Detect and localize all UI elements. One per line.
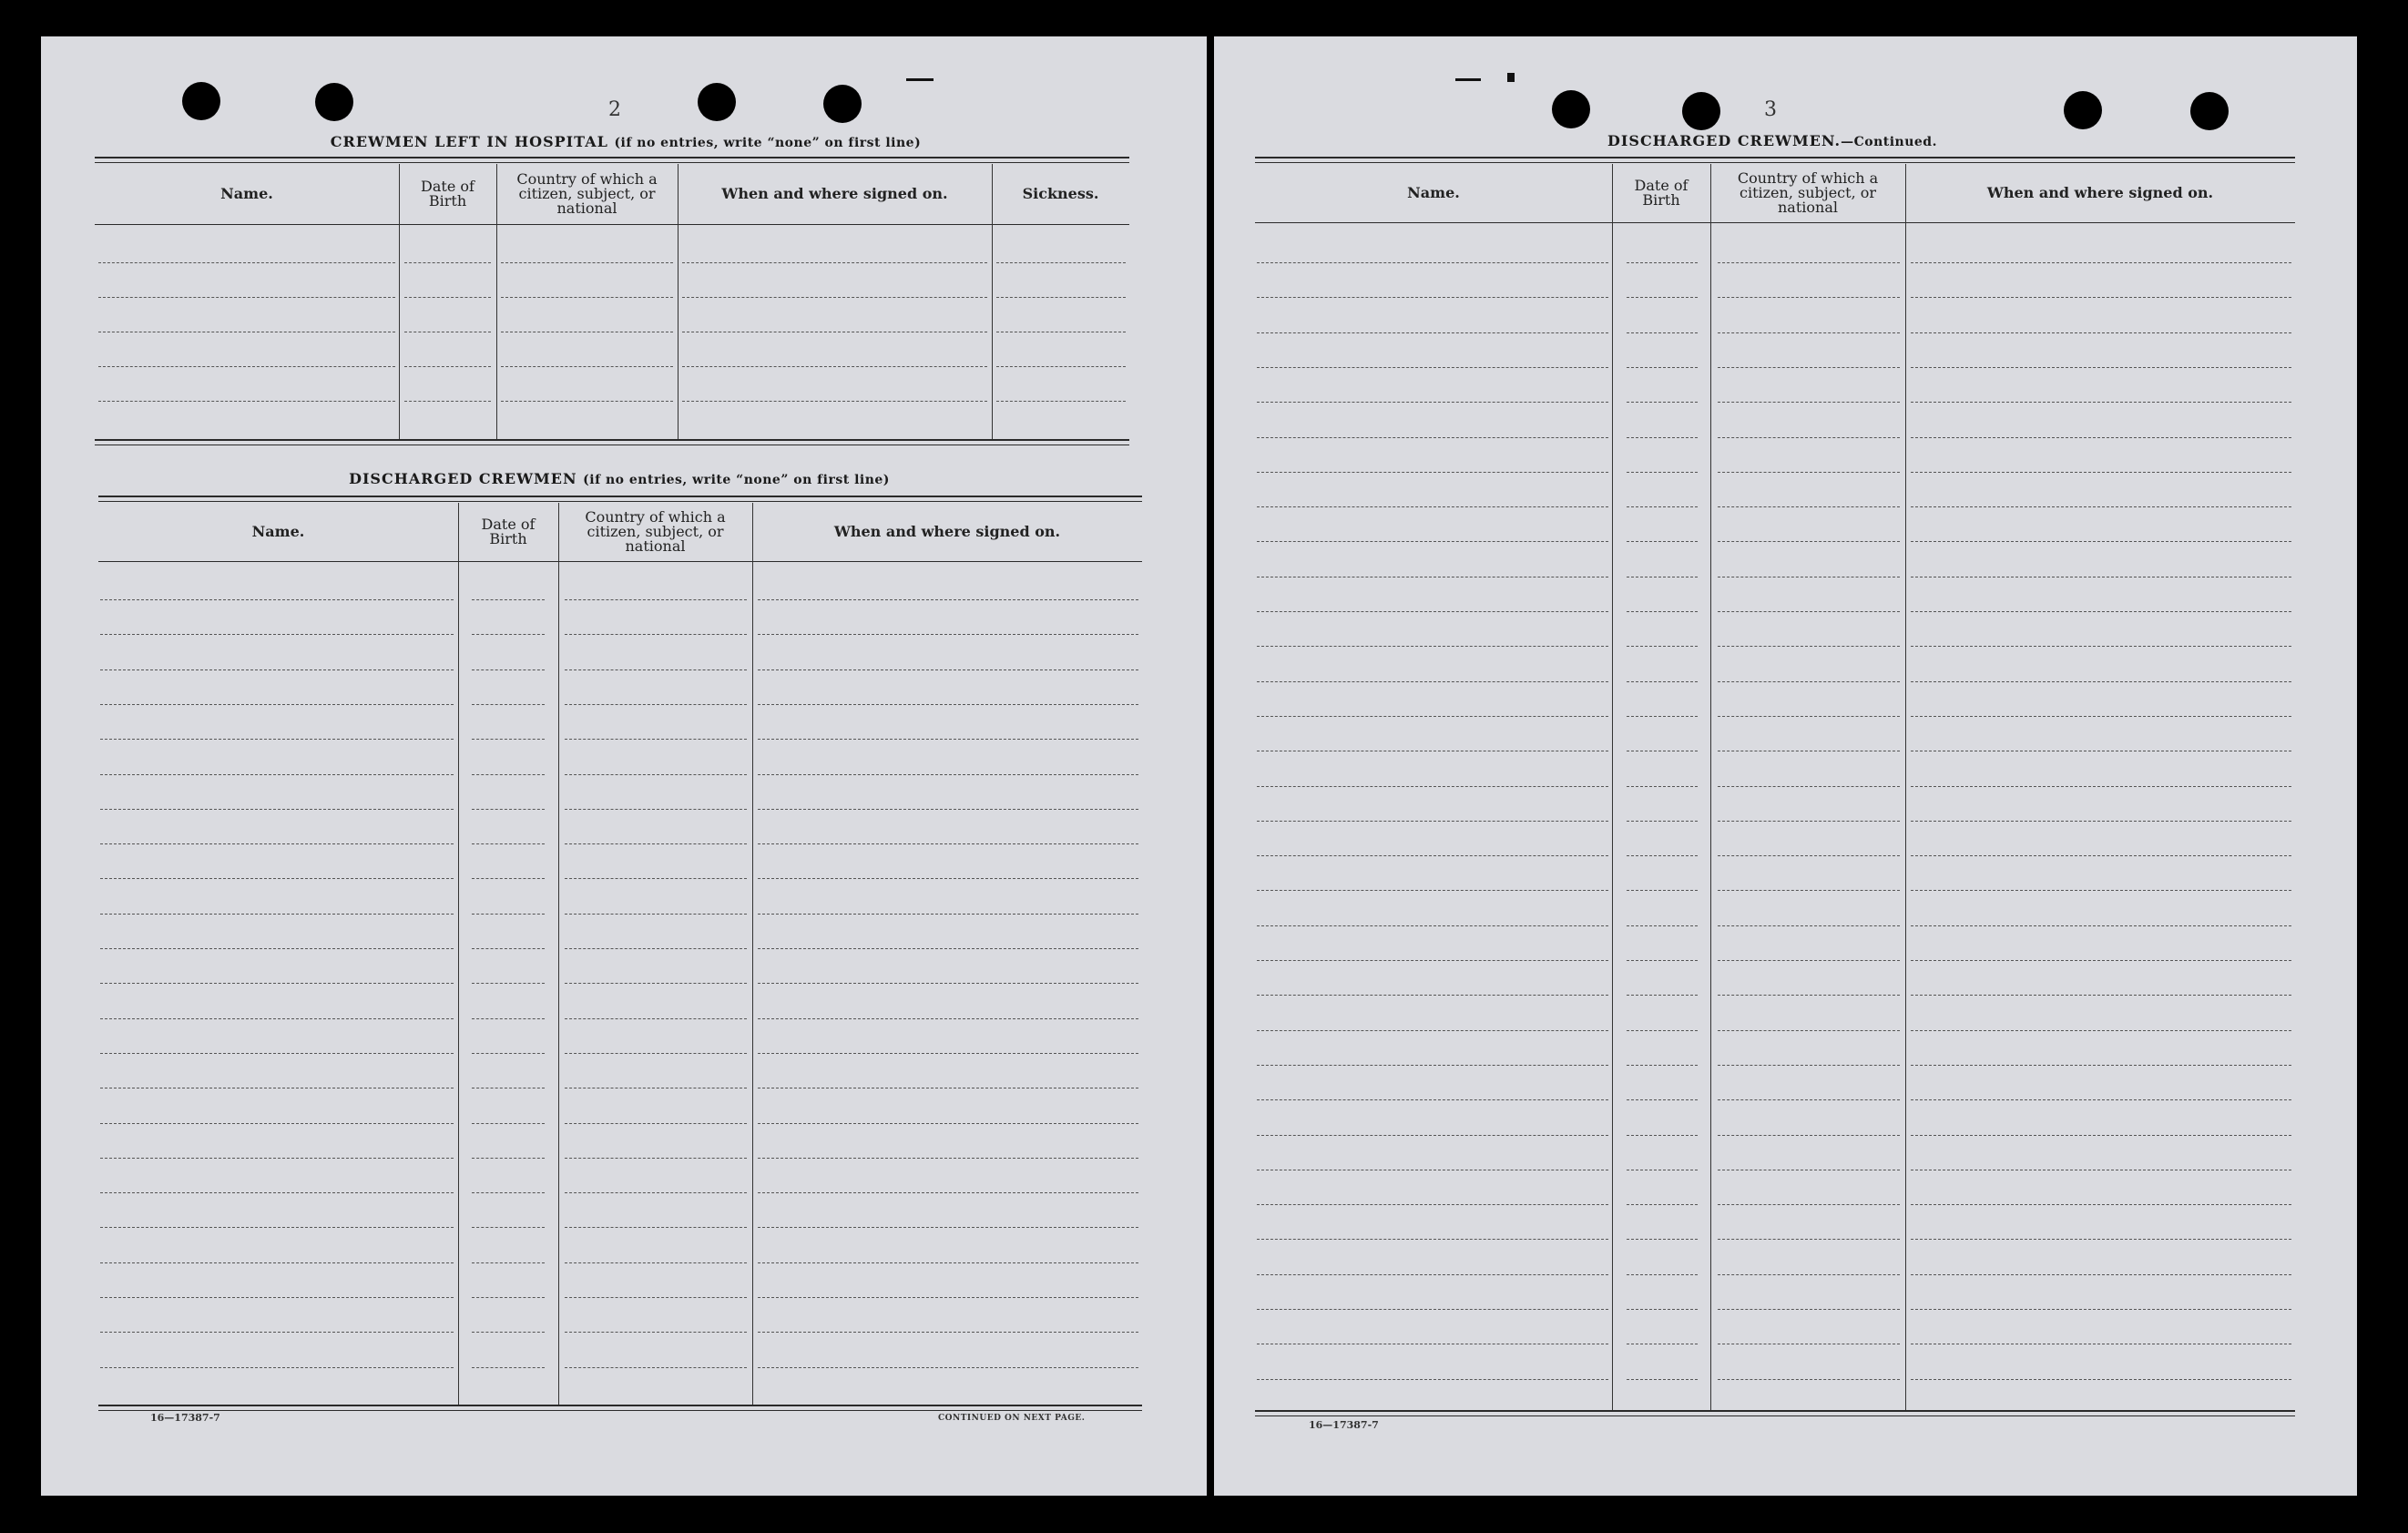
entry-line (758, 774, 1138, 775)
entry-line (100, 878, 454, 879)
entry-line (100, 843, 454, 844)
entry-line (100, 1158, 454, 1159)
entry-line (1257, 646, 1608, 647)
entry-line (1718, 541, 1900, 542)
entry-line (100, 704, 454, 705)
entry-line (1911, 541, 2291, 542)
entry-line (758, 1367, 1138, 1368)
entry-line (1627, 1309, 1698, 1310)
entry-line (1627, 1379, 1698, 1380)
col-header-country: Country of which a citizen, subject, or national (516, 170, 658, 217)
entry-line (404, 366, 491, 367)
entry-line (1718, 262, 1900, 263)
entry-line (1911, 297, 2291, 298)
col-header-country: Country of which a citizen, subject, or national (1737, 169, 1879, 216)
entry-line (1257, 1239, 1608, 1240)
entry-line (472, 1053, 545, 1054)
entry-line (1718, 1274, 1900, 1275)
entry-line (1911, 890, 2291, 891)
entry-line (1627, 1099, 1698, 1100)
col-header-date-of-birth: Date of Birth (481, 516, 536, 547)
entry-line (1718, 925, 1900, 926)
entry-line (100, 1297, 454, 1298)
entry-line (472, 1332, 545, 1333)
hospital-title-text: CREWMEN LEFT IN HOSPITAL (330, 133, 608, 150)
entry-line (472, 774, 545, 775)
entry-line (758, 599, 1138, 600)
discharged-continued-title (1607, 132, 1937, 149)
entry-line (98, 297, 395, 298)
entry-line (1257, 541, 1608, 542)
discharged-table-left (98, 496, 1142, 1410)
entry-line (682, 297, 987, 298)
entry-line (1911, 1065, 2291, 1066)
punch-hole (698, 83, 736, 121)
entry-line (758, 1158, 1138, 1159)
entry-line (1257, 506, 1608, 507)
entry-line (1911, 786, 2291, 787)
entry-line (1911, 1204, 2291, 1205)
col-header-date-of-birth: Date of Birth (1634, 177, 1689, 209)
entry-line (1718, 1379, 1900, 1380)
punch-hole (1682, 92, 1720, 130)
col-header-date-of-birth: Date of Birth (421, 178, 474, 210)
entry-line (472, 1227, 545, 1228)
entry-line (1257, 821, 1608, 822)
entry-line (758, 878, 1138, 879)
entry-line (1718, 332, 1900, 333)
entry-line (100, 1227, 454, 1228)
entry-line (758, 809, 1138, 810)
entry-line (758, 669, 1138, 670)
entry-line (758, 948, 1138, 949)
entry-line (501, 366, 673, 367)
entry-line (1718, 1204, 1900, 1205)
entry-line (565, 704, 747, 705)
hospital-table (95, 157, 1129, 445)
entry-line (565, 669, 747, 670)
entry-line (1911, 1135, 2291, 1136)
entry-line (1911, 995, 2291, 996)
entry-line (1718, 995, 1900, 996)
entry-line (1911, 472, 2291, 473)
entry-line (472, 1158, 545, 1159)
entry-line (1257, 1274, 1608, 1275)
entry-line (1257, 716, 1608, 717)
entry-line (1627, 611, 1698, 612)
punch-hole (823, 85, 862, 123)
discharged-title-text: DISCHARGED CREWMEN (349, 470, 577, 487)
speck (906, 78, 934, 81)
entry-line (1257, 611, 1608, 612)
entry-line (472, 599, 545, 600)
entry-line (1911, 1274, 2291, 1275)
col-header-country: Country of which a citizen, subject, or national (585, 508, 726, 555)
continued-suffix: —Continued. (1841, 135, 1937, 149)
entry-line (565, 1158, 747, 1159)
entry-line (1627, 1204, 1698, 1205)
entry-line (501, 297, 673, 298)
entry-line (758, 1297, 1138, 1298)
entry-line (404, 401, 491, 402)
entry-line (1257, 402, 1608, 403)
entry-line (1911, 716, 2291, 717)
entry-line (1257, 1309, 1608, 1310)
entry-line (501, 401, 673, 402)
entry-line (565, 774, 747, 775)
entry-line (1257, 1065, 1608, 1066)
entry-line (472, 809, 545, 810)
entry-line (472, 948, 545, 949)
entry-line (100, 1332, 454, 1333)
entry-line (100, 1262, 454, 1263)
entry-line (1627, 646, 1698, 647)
entry-line (996, 366, 1126, 367)
entry-line (472, 1297, 545, 1298)
discharged-table-right (1255, 157, 2295, 1415)
entry-line (1911, 821, 2291, 822)
entry-line (1911, 855, 2291, 856)
punch-hole (2064, 91, 2102, 129)
entry-line (472, 983, 545, 984)
entry-line (758, 1192, 1138, 1193)
entry-line (565, 843, 747, 844)
entry-line (1911, 1099, 2291, 1100)
entry-line (1911, 506, 2291, 507)
entry-line (1911, 437, 2291, 438)
entry-line (1718, 890, 1900, 891)
entry-line (682, 366, 987, 367)
entry-line (1257, 890, 1608, 891)
discharged-title-note: (if no entries, write “none” on first line) (583, 473, 890, 487)
entry-line (1257, 855, 1608, 856)
entry-line (1627, 681, 1698, 682)
speck (1455, 78, 1481, 81)
col-header-name: Name. (1407, 184, 1460, 201)
entry-line (682, 401, 987, 402)
entry-line (758, 739, 1138, 740)
entry-line (1627, 995, 1698, 996)
entry-line (1911, 646, 2291, 647)
entry-line (565, 1332, 747, 1333)
entry-line (100, 948, 454, 949)
entry-line (1718, 367, 1900, 368)
entry-line (100, 914, 454, 915)
entry-line (472, 914, 545, 915)
entry-line (1718, 297, 1900, 298)
entry-line (1627, 786, 1698, 787)
entry-line (1627, 506, 1698, 507)
entry-line (1627, 1065, 1698, 1066)
entry-line (1627, 855, 1698, 856)
entry-line (996, 262, 1126, 263)
entry-line (98, 262, 395, 263)
entry-line (565, 1367, 747, 1368)
entry-line (1257, 1135, 1608, 1136)
entry-line (758, 983, 1138, 984)
entry-line (472, 634, 545, 635)
entry-line (1257, 297, 1608, 298)
hospital-title-note: (if no entries, write “none” on first line) (614, 136, 922, 150)
entry-line (565, 1297, 747, 1298)
entry-line (404, 297, 491, 298)
entry-line (1718, 1099, 1900, 1100)
entry-line (758, 634, 1138, 635)
entry-line (472, 843, 545, 844)
entry-line (100, 669, 454, 670)
entry-line (1718, 855, 1900, 856)
entry-line (1257, 925, 1608, 926)
entry-line (100, 634, 454, 635)
entry-line (565, 1262, 747, 1263)
entry-line (565, 948, 747, 949)
entry-line (996, 297, 1126, 298)
entry-line (1718, 506, 1900, 507)
entry-line (1627, 716, 1698, 717)
entry-line (1911, 262, 2291, 263)
entry-line (565, 1018, 747, 1019)
entry-line (1718, 437, 1900, 438)
entry-line (472, 1367, 545, 1368)
entry-line (501, 262, 673, 263)
entry-line (1911, 367, 2291, 368)
discharged-continued-title-text: DISCHARGED CREWMEN. (1607, 132, 1842, 149)
entry-line (565, 809, 747, 810)
entry-line (98, 401, 395, 402)
col-header-signed-on: When and where signed on. (833, 523, 1061, 540)
entry-line (565, 878, 747, 879)
hospital-section-title (331, 133, 921, 150)
col-header-signed-on: When and where signed on. (721, 185, 948, 202)
form-number: 16—17387-7 (150, 1412, 220, 1424)
entry-line (1257, 1379, 1608, 1380)
entry-line (758, 1227, 1138, 1228)
entry-line (100, 1367, 454, 1368)
entry-line (758, 1018, 1138, 1019)
entry-line (1718, 611, 1900, 612)
entry-line (1627, 262, 1698, 263)
entry-line (100, 774, 454, 775)
speck (1507, 73, 1515, 82)
entry-line (100, 809, 454, 810)
entry-line (758, 1053, 1138, 1054)
entry-line (1627, 890, 1698, 891)
entry-line (100, 1192, 454, 1193)
entry-line (1257, 472, 1608, 473)
entry-line (472, 669, 545, 670)
entry-line (1911, 1030, 2291, 1031)
entry-line (472, 1192, 545, 1193)
entry-line (100, 599, 454, 600)
entry-line (1257, 1030, 1608, 1031)
entry-line (1257, 786, 1608, 787)
entry-line (565, 1192, 747, 1193)
entry-line (758, 1123, 1138, 1124)
entry-line (1627, 1135, 1698, 1136)
entry-line (1718, 681, 1900, 682)
entry-line (100, 983, 454, 984)
entry-line (1627, 367, 1698, 368)
entry-line (1627, 1030, 1698, 1031)
entry-line (758, 843, 1138, 844)
entry-line (1718, 646, 1900, 647)
entry-line (565, 983, 747, 984)
entry-line (1627, 297, 1698, 298)
entry-line (1911, 681, 2291, 682)
entry-line (758, 1262, 1138, 1263)
entry-line (758, 914, 1138, 915)
entry-line (100, 1018, 454, 1019)
entry-line (1718, 1135, 1900, 1136)
entry-line (1627, 541, 1698, 542)
entry-line (472, 704, 545, 705)
entry-line (565, 599, 747, 600)
entry-line (1911, 402, 2291, 403)
entry-line (1718, 786, 1900, 787)
entry-line (1257, 960, 1608, 961)
col-header-sickness: Sickness. (1022, 185, 1099, 202)
entry-line (1911, 960, 2291, 961)
entry-line (1257, 437, 1608, 438)
entry-line (1718, 960, 1900, 961)
entry-line (996, 401, 1126, 402)
punch-hole (315, 83, 353, 121)
entry-line (1257, 1204, 1608, 1205)
entry-line (472, 1262, 545, 1263)
entry-line (1718, 821, 1900, 822)
entry-line (1718, 1030, 1900, 1031)
entry-line (1627, 960, 1698, 961)
punch-hole (182, 82, 220, 120)
entry-line (565, 739, 747, 740)
entry-line (98, 366, 395, 367)
entry-line (1718, 1309, 1900, 1310)
entry-line (1257, 681, 1608, 682)
entry-line (1911, 332, 2291, 333)
entry-line (1257, 262, 1608, 263)
entry-line (1257, 1099, 1608, 1100)
entry-line (1627, 472, 1698, 473)
punch-hole (2190, 92, 2229, 130)
col-header-signed-on: When and where signed on. (1986, 184, 2214, 201)
entry-line (1911, 611, 2291, 612)
entry-line (1627, 1239, 1698, 1240)
entry-line (565, 1123, 747, 1124)
entry-line (1718, 472, 1900, 473)
entry-line (1257, 995, 1608, 996)
entry-line (682, 262, 987, 263)
entry-line (565, 1053, 747, 1054)
entry-line (1911, 1379, 2291, 1380)
entry-line (404, 262, 491, 263)
entry-line (1627, 1274, 1698, 1275)
entry-line (1257, 332, 1608, 333)
col-header-name: Name. (220, 185, 273, 202)
entry-line (472, 1018, 545, 1019)
page-number: 2 (608, 98, 621, 121)
entry-line (100, 739, 454, 740)
entry-line (1718, 1239, 1900, 1240)
entry-line (1627, 925, 1698, 926)
entry-line (1627, 402, 1698, 403)
entry-line (1718, 1065, 1900, 1066)
entry-line (565, 914, 747, 915)
entry-line (565, 1227, 747, 1228)
entry-line (472, 1123, 545, 1124)
continued-note: CONTINUED ON NEXT PAGE. (938, 1414, 1086, 1423)
entry-line (758, 704, 1138, 705)
page-number: 3 (1764, 98, 1777, 121)
entry-line (1718, 402, 1900, 403)
col-header-name: Name. (251, 523, 305, 540)
entry-line (565, 634, 747, 635)
entry-line (758, 1332, 1138, 1333)
entry-line (1911, 1309, 2291, 1310)
discharged-section-title (349, 470, 890, 487)
entry-line (472, 739, 545, 740)
entry-line (100, 1123, 454, 1124)
entry-line (1257, 367, 1608, 368)
punch-hole (1552, 90, 1590, 128)
entry-line (1718, 716, 1900, 717)
entry-line (1911, 925, 2291, 926)
entry-line (1627, 332, 1698, 333)
entry-line (472, 878, 545, 879)
entry-line (1911, 1239, 2291, 1240)
entry-line (1627, 821, 1698, 822)
form-number: 16—17387-7 (1309, 1419, 1379, 1431)
entry-line (1627, 437, 1698, 438)
entry-line (100, 1053, 454, 1054)
